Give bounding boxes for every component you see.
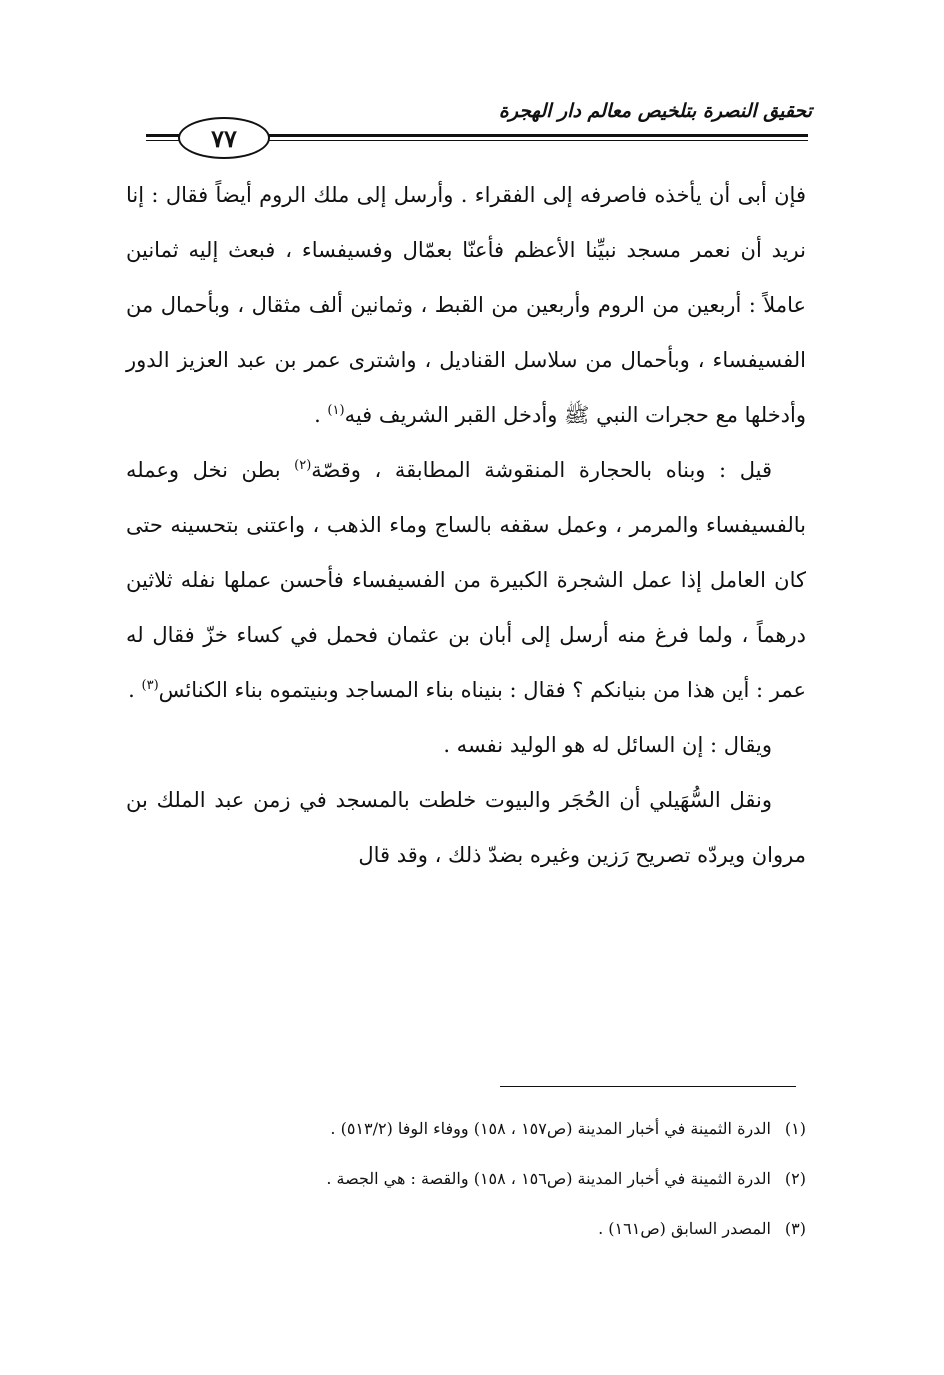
running-title: تحقيق النصرة بتلخيص معالم دار الهجرة: [498, 100, 812, 122]
paragraph-2-text-b: بطن نخل وعمله بالفسيفساء والمرمر ، وعمل سقفه بالساج وماء الذهب ، واعتنى بتحسينه حتى كان العامل إذا عمل الشجرة الكبيرة من الفسيفساء فأحسن عملها نفله ثلاثين درهماً ، ولما فرغ منه أرسل إلى أبان بن عثمان فحمل في كساء خزّ فقال له عمر : أين هذا من بنيانكم ؟ فقال : بنيناه بناء المساجد وبنيتموه بناء الكنائس: [126, 458, 806, 702]
footnotes: [126, 1104, 806, 1254]
footnote-1: [126, 1104, 806, 1154]
footnote-1-text: الدرة الثمينة في أخبار المدينة (ص١٥٧ ، ١٥٨) ووفاء الوفا (٥١٣/٢) .: [330, 1119, 771, 1138]
footnote-ref-2[interactable]: (٢): [294, 458, 312, 473]
footnote-3-text: المصدر السابق (ص١٦١) .: [598, 1219, 771, 1238]
footnote-1-number: (١): [784, 1119, 806, 1138]
paragraph-1: [126, 168, 806, 443]
paragraph-4: [126, 773, 806, 883]
footnote-separator: [500, 1086, 796, 1087]
footnote-2-number: (٢): [784, 1169, 806, 1188]
paragraph-4-text: ونقل السُّهَيلي أن الحُجَر والبيوت خلطت بالمسجد في زمن عبد الملك بن مروان ويردّه تصريح رَزين وغيره بضدّ ذلك ، وقد قال: [126, 788, 806, 867]
footnote-3: [126, 1204, 806, 1254]
footnote-ref-1[interactable]: (١): [327, 403, 345, 418]
footnote-3-number: (٣): [784, 1219, 806, 1238]
page-number: ٧٧: [178, 117, 270, 159]
paragraph-3-text: ويقال : إن السائل له هو الوليد نفسه .: [443, 733, 772, 757]
paragraph-3: [126, 718, 806, 773]
footnote-2-text: الدرة الثمينة في أخبار المدينة (ص١٥٦ ، ١٥٨) والقصة : هي الجصة .: [326, 1169, 771, 1188]
paragraph-1-text: فإن أبى أن يأخذه فاصرفه إلى الفقراء . وأرسل إلى ملك الروم أيضاً فقال : إنا نريد أن نعمر مسجد نبيِّنا الأعظم فأعنّا بعمّال وفسيفساء ، فبعث إليه ثمانين عاملاً : أربعين من الروم وأربعين من القبط ، وثمانين ألف مثقال ، وبأحمال من الفسيفساء ، وبأحمال من سلاسل القناديل ، واشترى عمر بن عبد العزيز الدور وأدخلها مع حجرات النبي ﷺ وأدخل القبر الشريف فيه: [126, 183, 806, 427]
main-text: [126, 168, 806, 883]
footnote-ref-3[interactable]: (٣): [141, 678, 159, 693]
footnote-2: [126, 1154, 806, 1204]
paragraph-2-end: .: [128, 678, 142, 702]
paragraph-2: [126, 443, 806, 718]
paragraph-1-end: .: [314, 403, 328, 427]
paragraph-2-text-a: قيل : وبناه بالحجارة المنقوشة المطابقة ، وقصّة: [311, 458, 772, 482]
